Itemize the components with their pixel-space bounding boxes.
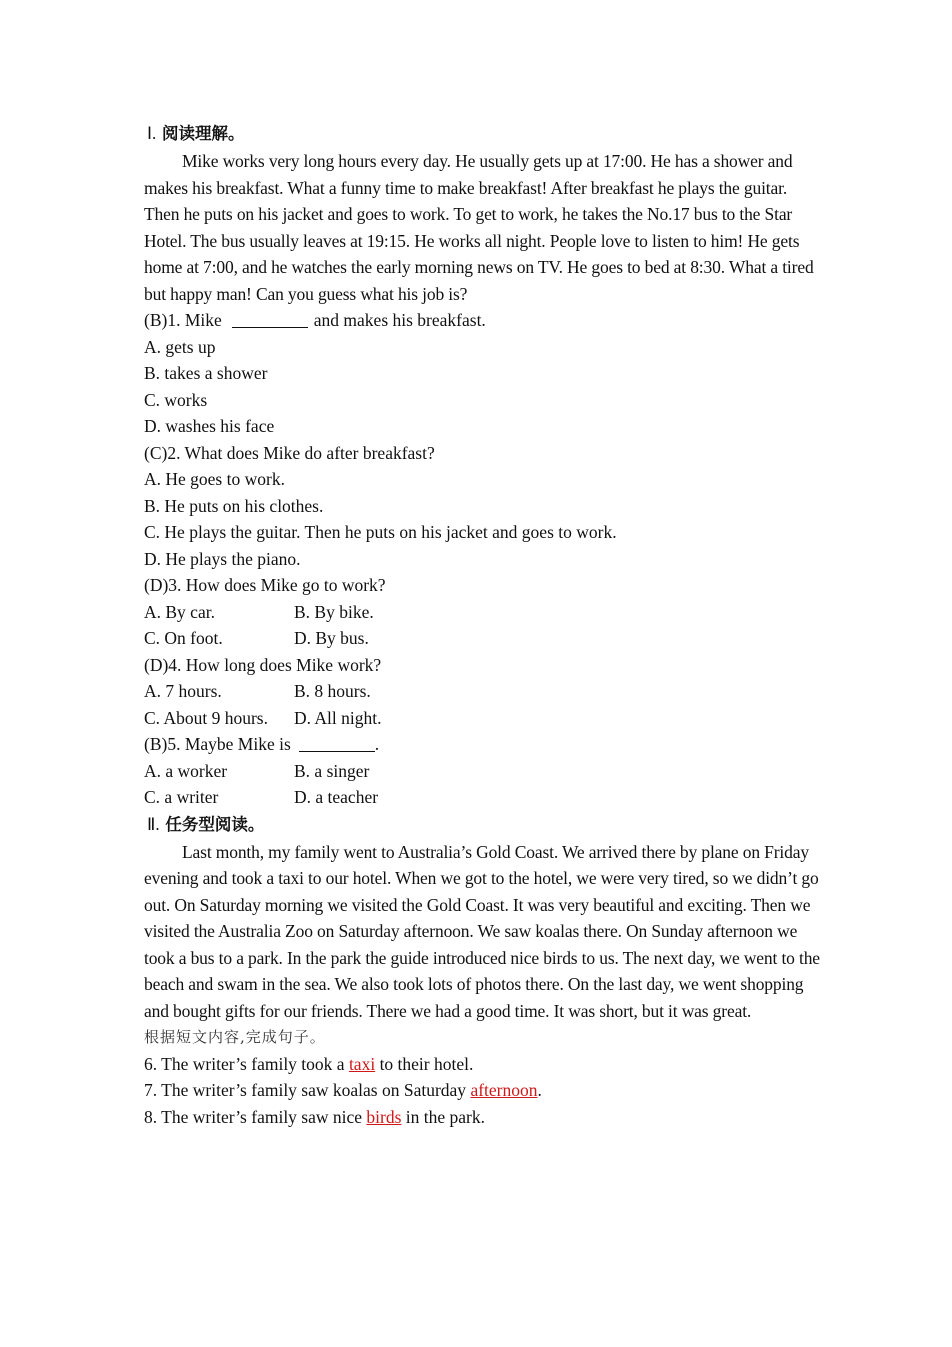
q3-option-c: C. On foot.: [144, 628, 223, 648]
sentence-7: 7. The writer’s family saw koalas on Saturday afternoon.: [144, 1080, 542, 1100]
q2-option-a: A. He goes to work.: [144, 469, 285, 489]
answer-8: birds: [366, 1106, 402, 1127]
answer-6: taxi: [348, 1053, 376, 1074]
instruction: 根据短文内容,完成句子。: [144, 1028, 326, 1046]
q2-option-d: D. He plays the piano.: [144, 548, 301, 569]
section1-heading: Ⅰ. 阅读理解。: [147, 124, 245, 143]
q3-option-a: A. By car.: [144, 601, 215, 622]
q5-options-row-1: [144, 758, 824, 785]
q3-options-row-2: [144, 625, 824, 652]
answer-blank: [299, 733, 375, 752]
reading-passage-2: Last month, my family went to Australia’s Gold Coast. We arrived there by plane on Friday evening and took a taxi to our hotel. When we got to the hotel, we were very tired, so we didn’t go out. On Saturday morning we visited the Gold Coast. It was very beautiful and exciting. Then we visited the Australia Zoo on Saturday afternoon. We saw koalas there. On Sunday afternoon we took a bus to a park. In the park the guide introduced nice birds to us. The next day, we went to the beach and swam in the sea. We also took lots of photos there. On the last day, we went shopping and bought gifts for our friends. There we had a good time. It was short, but it was great.: [144, 841, 820, 1021]
q5-options-row-2: [144, 784, 824, 811]
q2-option-c: C. He plays the guitar. Then he puts on his jacket and goes to work.: [144, 522, 617, 542]
answer-7: afternoon: [470, 1080, 538, 1100]
document-page: [144, 120, 824, 1130]
q4-options-row-1: [144, 678, 824, 705]
question-1: (B)1. Mike and makes his breakfast.: [144, 310, 486, 330]
q1-option-a: A. gets up: [144, 336, 216, 357]
q3-option-b: B. By bike.: [294, 601, 374, 622]
q4-option-d: D. All night.: [294, 707, 382, 728]
q5-option-b: B. a singer: [294, 760, 370, 781]
q3-option-d: D. By bus.: [294, 628, 369, 648]
question-5: (B)5. Maybe Mike is .: [144, 734, 380, 754]
q2-option-b: B. He puts on his clothes.: [144, 495, 324, 516]
sentence-6: 6. The writer’s family took a taxi to their hotel.: [144, 1053, 474, 1074]
q5-option-c: C. a writer: [144, 787, 219, 807]
q4-options-row-2: [144, 705, 824, 732]
q5-option-a: A. a worker: [144, 760, 228, 781]
sentence-8: 8. The writer’s family saw nice birds in the park.: [144, 1106, 486, 1127]
question-3: (D)3. How does Mike go to work?: [144, 575, 386, 595]
section2-heading: Ⅱ. 任务型阅读。: [147, 814, 265, 834]
q3-options-row-1: [144, 599, 824, 626]
q1-option-c: C. works: [144, 389, 208, 410]
question-2: (C)2. What does Mike do after breakfast?: [144, 442, 435, 463]
q4-option-a: A. 7 hours.: [144, 681, 222, 701]
q4-option-b: B. 8 hours.: [294, 681, 371, 701]
q1-option-b: B. takes a shower: [144, 363, 268, 383]
question-4: (D)4. How long does Mike work?: [144, 654, 382, 675]
answer-blank: [232, 309, 308, 328]
q1-option-d: D. washes his face: [144, 416, 275, 436]
q4-option-c: C. About 9 hours.: [144, 707, 268, 728]
reading-passage-1: Mike works very long hours every day. He usually gets up at 17:00. He has a shower and makes his breakfast. What a funny time to make breakfast! After breakfast he plays the guitar. Then he puts on his jacket and goes to work. To get to work, he takes the No.17 bus to the Star Hotel. The bus usually leaves at 19:15. He works all night. People love to listen to him! He gets home at 7:00, and he watches the early morning news on TV. He goes to bed at 8:30. What a tired but happy man! Can you guess what his job is?: [144, 151, 814, 304]
q5-option-d: D. a teacher: [294, 787, 379, 807]
